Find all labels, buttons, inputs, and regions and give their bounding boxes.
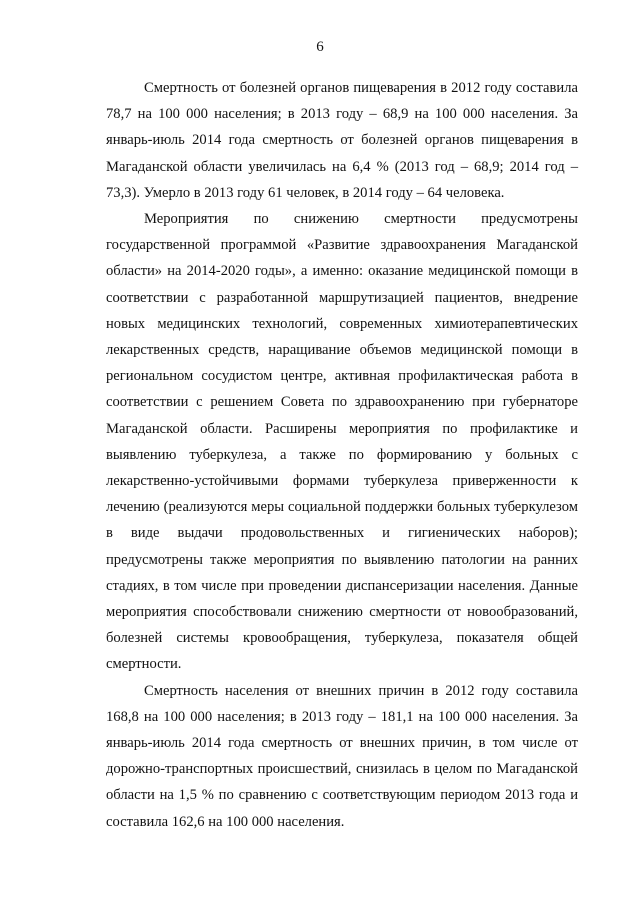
page-number: 6 — [316, 39, 324, 55]
paragraph-external-causes-mortality: Смертность населения от внешних причин в 2012 году составила 168,8 на 100 000 населения; в 2013 году – 181,1 на 100 000 населения. За январь-июль 2014 года смертность от внешних причин, в том числе от дорожно-транспортных происшествий, снизилась в целом по Магаданской области на 1,5 % по сравнению с соответствующим периодом 2013 года и составила 162,6 на 100 000 населения. — [106, 682, 578, 830]
document-body — [106, 75, 578, 835]
paragraph-digestive-mortality: Смертность от болезней органов пищеварения в 2012 году составила 78,7 на 100 000 населения; в 2013 году – 68,9 на 100 000 населения. За январь-июль 2014 года смертность от болезней органов пищеварения в Магаданской области увеличилась на 6,4 % (2013 год – 68,9; 2014 год – 73,3). Умерло в 2013 году 61 человек, в 2014 году – 64 человека. — [106, 80, 578, 201]
paragraph-mortality-measures: Мероприятия по снижению смертности предусмотрены государственной программой «Развитие здравоохранения Магаданской области» на 2014-2020 годы», а именно: оказание медицинской помощи в соответствии с разработанной маршрутизацией пациентов, внедрение новых медицинских технологий, современных химиотерапевтических лекарственных средств, наращивание объемов медицинской помощи в региональном сосудистом центре, активная профилактическая работа в соответствии с решением Совета по здравоохранению при губернаторе Магаданской области. Расширены мероприятия по профилактике и выявлению туберкулеза, а также по формированию у больных с лекарственно-устойчивыми формами туберкулеза приверженности к лечению (реализуются меры социальной поддержки больных туберкулезом в виде выдачи продовольственных и гигиенических наборов); предусмотрены также мероприятия по выявлению патологии на ранних стадиях, в том числе при проведении диспансеризации населения. Данные мероприятия способствовали снижению смертности от новообразований, болезней системы кровообращения, туберкулеза, показателя общей смертности. — [106, 211, 578, 673]
scan-corner-mark — [0, 0, 40, 6]
